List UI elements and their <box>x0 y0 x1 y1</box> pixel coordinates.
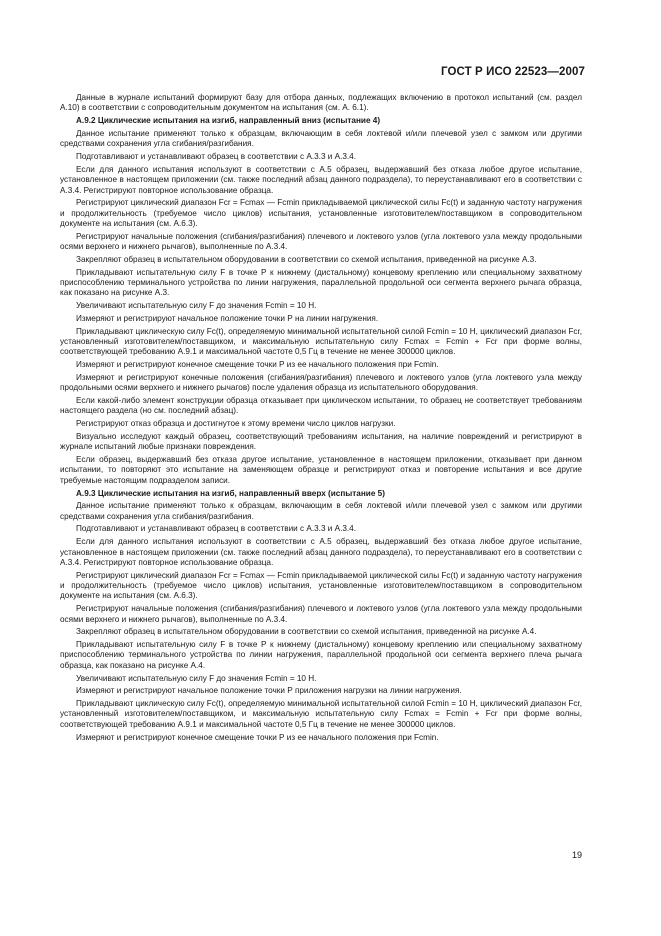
paragraph: Если какой-либо элемент конструкции образца отказывает при циклическом испытании, то образец не соответствует требованиям настоящего раздела (но см. последний абзац). <box>60 396 582 416</box>
paragraph: Закрепляют образец в испытательном оборудовании в соответствии со схемой испытания, приведенной на рисунке А.3. <box>76 254 537 264</box>
paragraph: Прикладывают циклическую силу Fc(t), определяемую минимальной испытательной силой Fcmin = 10 Н, циклический диапазон Fcr, установленный изготовителем/поставщиком, и максимальную испытательную силу Fcmax = Fcmin + Fcr при форме волны, соответствующей требованию А.9.1 и максимальной частоте 0,5 Гц в течение не менее 300000 циклов. <box>60 326 582 357</box>
paragraph: Измеряют и регистрируют конечное смещение точки Р из ее начального положения при Fcmin. <box>76 360 439 370</box>
paragraph: Визуально исследуют каждый образец, соответствующий требованиям испытания, на наличие повреждений и регистрируют в журнале испытаний любые признаки повреждения. <box>60 431 582 452</box>
paragraph: Регистрируют отказ образца и достигнутое к этому времени число циклов нагрузки. <box>76 419 396 429</box>
paragraph: Измеряют и регистрируют конечное смещение точки Р из ее начального положения при Fcmin. <box>76 732 439 742</box>
section-heading: А.9.3 Циклические испытания на изгиб, направленный вверх (испытание 5) <box>76 488 385 498</box>
document-body <box>60 93 582 745</box>
paragraph: Регистрируют начальные положения (сгибания/разгибания) плечевого и локтевого узлов (угла локтевого узла между продольными осями верхнего и нижнего рычагов), выполненные по А.3.4. <box>60 604 582 624</box>
page-number: 19 <box>571 850 582 860</box>
paragraph: Если для данного испытания используют в соответствии с А.5 образец, выдержавший без отказа любое другое испытание, установленное в настоящем приложении (см. также последний абзац данного подраздела), то переустанавливают его в соответствии с А.3.4. Регистрируют повторное использование образца. <box>60 164 582 195</box>
paragraph: Закрепляют образец в испытательном оборудовании в соответствии со схемой испытания, приведенной на рисунке А.4. <box>76 627 537 637</box>
paragraph: Регистрируют циклический диапазон Fcr = Fcmax — Fcmin прикладываемой циклической силы Fc(t) и заданную частоту нагружения и продолжительность (требуемое число циклов) испытания, установленные изготовителем/поставщиком в сопроводительном документе на испытания (см. А.6.3). <box>60 570 582 601</box>
paragraph: Прикладывают испытательную силу F в точке Р к нижнему (дистальному) концевому креплению или специальному захватному приспособлению терминального устройства по линии нагружения, параллельной продольной оси сегмента верхнего плеча рычага образца, как показано на рисунке А.4. <box>60 640 582 670</box>
paragraph: Подготавливают и устанавливают образец в соответствии с А.3.3 и А.3.4. <box>76 524 357 534</box>
paragraph: Регистрируют начальные положения (сгибания/разгибания) плечевого и локтевого узлов (угла локтевого узла между продольными осями верхнего и нижнего рычагов), выполненные по А.3.4. <box>60 231 582 252</box>
document-header: ГОСТ Р ИСО 22523—2007 <box>440 66 585 78</box>
paragraph: Если для данного испытания используют в соответствии с А.5 образец, выдержавший без отказа любое другое испытание, установленное в настоящем приложении (см. также последний абзац данного подраздела), то переустанавливают его в соответствии с А.3.4. Регистрируют повторное использование образца. <box>60 537 582 567</box>
section-heading: А.9.2 Циклические испытания на изгиб, направленный вниз (испытание 4) <box>76 116 381 126</box>
paragraph: Увеличивают испытательную силу F до значения Fcmin = 10 Н. <box>76 673 317 683</box>
paragraph: Регистрируют циклический диапазон Fcr = Fcmax — Fcmin прикладываемой циклической силы Fc(t) и заданную частоту нагружения и продолжительность (требуемое число циклов) испытания, установленные изготовителем/поставщиком в сопроводительном документе на испытания (см. А.6.3). <box>60 198 582 228</box>
paragraph: Данные в журнале испытаний формируют базу для отбора данных, подлежащих включению в протокол испытаний (см. раздел А.10) в соответствии с сопроводительным документом на испытания (см. А. 6.1). <box>60 93 582 113</box>
paragraph: Подготавливают и устанавливают образец в соответствии с А.3.3 и А.3.4. <box>76 152 357 162</box>
paragraph: Измеряют и регистрируют начальное положение точки Р на линии нагружения. <box>76 313 379 323</box>
paragraph: Измеряют и регистрируют начальное положение точки Р приложения нагрузки на линии нагружения. <box>76 686 462 696</box>
paragraph: Данное испытание применяют только к образцам, включающим в себя локтевой и/или плечевой узел с замком или другими средствами сохранения угла сгибания/разгибания. <box>60 501 582 521</box>
paragraph: Увеличивают испытательную силу F до значения Fcmin = 10 Н. <box>76 301 317 311</box>
paragraph: Прикладывают испытательную силу F в точке Р к нижнему (дистальному) концевому креплению или специальному захватному приспособлению терминального устройства по линии нагружения, параллельной продольной оси сегмента верхнего рычага образца, как показано на рисунке А.3. <box>60 267 582 298</box>
paragraph: Данное испытание применяют только к образцам, включающим в себя локтевой и/или плечевой узел с замком или другими средствами сохранения угла сгибания/разгибания. <box>60 128 582 149</box>
paragraph: Прикладывают циклическую силу Fc(t), определяемую минимальной испытательной силой Fcmin = 10 Н, циклический диапазон Fcr, установленный изготовителем/поставщиком, и максимальную испытательную силу Fcmax = Fcmin + Fcr при форме волны, соответствующей требованию А.9.1 и максимальной частоте 0,5 Гц в течение не менее 300000 циклов. <box>60 699 582 729</box>
paragraph: Измеряют и регистрируют конечные положения (сгибания/разгибания) плечевого и локтевого узлов (угла локтевого узла между продольными осями верхнего и нижнего рычагов) после удаления образца из испытательного оборудования. <box>60 372 582 393</box>
paragraph: Если образец, выдержавший без отказа другое испытание, установленное в настоящем приложении, отказывает при данном испытании, то повторяют это испытание на заменяющем образце и регистрируют отказ и повторение испытания и все другие требуемые настоящим подразделом записи. <box>60 455 582 485</box>
